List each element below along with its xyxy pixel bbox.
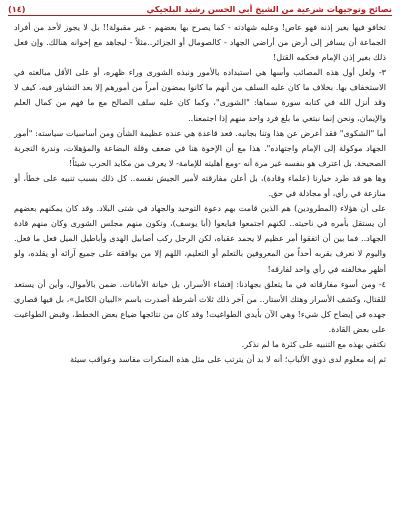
paragraph-4: وها هو قد طرد خيارنا (علماء وقادة)، بل أعلن مفارقته لأمير الجيش نفسه.. كل ذلك بسبب تنبيه على خطأ، أو منازعة في رأي، أو مجادلة في حق. [14, 172, 386, 199]
page-number: (١٤) [8, 3, 26, 14]
paragraph-2: ٣- ولعل أول هذه المصائب وأسها هي استبداده بالأمور ونبذه الشورى وراء ظهره، أو على الأقل مبالغته في الاستخفاف بها. بخلاف ما كان عليه السلف من أنهم ما كانوا يمضون أمراً من أمورهم إلا بعد التشاور فيه، كيف لا وقد أنزل الله في كتابه سورة سماها: "الشورى"، وكما كان عليه سلف الصالح مع ما فهم من كمال العلم والإيمان، ونحن إنما نبتغي ما بلغ فرد واحد منهم إذا اجتمعنا.. [14, 67, 386, 123]
paragraph-5: على أن هؤلاء (المطرودين) هم الذين قامت بهم دعوة التوحيد والجهاد في شتى البلاد. وقد كان يمكنهم بعضهم أن يستقل بأمره في ناحيته.. لكنهم اجتمعوا فبايعوا (أبا يوسف)، وتكون منهم مجلس الشورى وكان منهم قادة الجهاد.. فما بين أن اتفقوا أمر عظيم لا يحمد عقباه، لكن الرجل ركب أصابيل الهدى وأباطيل الميل فعل ما فعل. واليوم لا نعرف بقربه أحداً من المعروفين بالتعلم أو التعليم، اللهم إلا من يوافقه على جميع آرائه أو يقلده، ولو أظهر مخالفته في رأي واحد لفارقه! [14, 203, 386, 274]
paragraph-6: ٤- ومن أسوء مفارقاته في ما يتعلق بجهادنا: إفشاء الأسرار، بل خيانة الأمانات. ضمن بالأموال، وأين أن يستعد للقتال، وكشف الأسرار وهتك الأستار.. من آخر ذلك ثلاث أشرطة أصدرت باسم «البيان الكامل»، بل فيها قصاري جهده في إيضاح كل شيء! وهي الآن بأيدي الطواغيت! وقد كان من نتائجها ضياع بعض الخطط، وقبض الطواغيت على بعض القادة. [14, 278, 386, 334]
paragraph-7: نكتفي بهذه مع التنبيه على كثرة ما لم نذكر. [241, 338, 386, 349]
document-body [14, 20, 386, 511]
paragraph-3: أما "الشكوى" فقد أعرض عن هذا وتنا بجانبه. فعد قاعدة هي عنده عظيمة الشأن ومن أساسيات سياسته: "أمور الجهاد موكولة إلى الإمام واجتهاده". هذا مع أن الإخوة هنا في ضعف وقلة البضاعة والمؤهلات، وندرة التجربة الصحيحة. بل اعترف هو بنفسه غير مرة أنه -ومع أهليته للإمامة- لا يعرف من مكايد الحرب شيئاً! [14, 127, 386, 168]
header-title: نصائح وتوجيهات شرعية من الشيخ أبي الحسن رشيد البلجيكي [146, 3, 392, 14]
paragraph-1: تخافو فيها بغير إذنه فهو عاص! وعليه شهادته - كما يصرح بها بعضهم - غير مقبولة!! بل لا يجوز لأحد من أفراد الجماعة أن يسافر إلى أرض من أراضي الجهاد - كالصومال أو الجزائر..مثلاً - ليجاهد مع إخوانه هنالك. وإن فعل ذلك بغير إذن الإمام فحكمه القتل! [14, 22, 386, 63]
paragraph-8: ثم إنه معلوم لدى ذوي الألباب؛ أنه لا بد أن يترتب على مثل هذه المنكرات مفاسد وعواقب سيئة [70, 354, 386, 365]
page-header [8, 2, 392, 16]
